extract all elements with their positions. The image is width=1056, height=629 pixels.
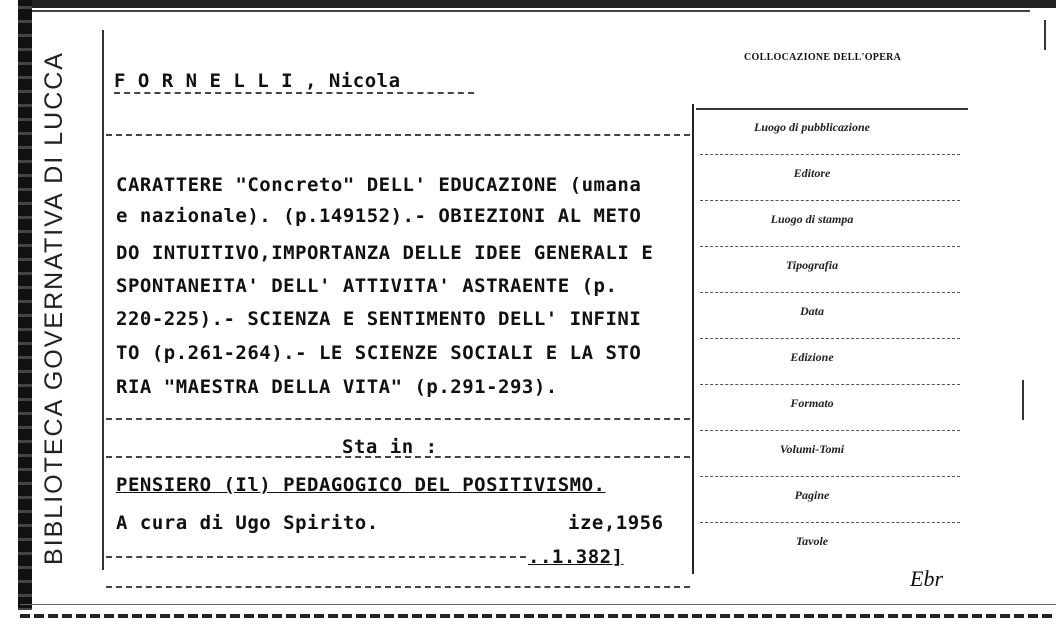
field-separator: [700, 522, 960, 523]
sta-in-label: Sta in :: [342, 436, 438, 458]
description-line-5: 220-225).- SCIENZA E SENTIMENTO DELL' INFINI: [116, 308, 642, 330]
field-separator: [700, 430, 960, 431]
field-luogo-pubblicazione: [692, 108, 972, 154]
field-luogo-stampa: [692, 200, 972, 246]
field-tavole: [692, 522, 972, 568]
field-label: Data: [800, 304, 824, 318]
source-title: PENSIERO (Il) PEDAGOGICO DEL POSITIVISMO.: [116, 474, 606, 496]
description-line-3: DO INTUITIVO,IMPORTANZA DELLE IDEE GENERALI E: [116, 242, 654, 264]
field-data: [692, 292, 972, 338]
field-label: Formato: [790, 396, 834, 410]
field-separator: [700, 200, 960, 201]
field-label: Edizione: [790, 350, 834, 364]
field-separator: [700, 246, 960, 247]
field-label: Luogo di stampa: [770, 212, 854, 226]
location-panel: [692, 104, 972, 574]
field-label: Pagine: [794, 488, 830, 502]
description-line-6: TO (p.261-264).- LE SCIENZE SOCIALI E LA STO: [116, 342, 642, 364]
separator-line: [106, 134, 690, 136]
separator-line: [106, 418, 690, 420]
field-edizione: [692, 338, 972, 384]
panel-title: COLLOCAZIONE DELL'OPERA: [744, 52, 902, 63]
library-stamp-text: BIBLIOTECA GOVERNATIVA DI LUCCA: [40, 51, 68, 565]
field-label: Volumi-Tomi: [779, 442, 845, 456]
field-tipografia: [692, 246, 972, 292]
field-label: Tipografia: [785, 258, 839, 272]
field-label: Editore: [793, 166, 831, 180]
top-edge: [30, 0, 1056, 8]
description-line-1: CARATTERE "Concreto" DELL' EDUCAZIONE (umana: [116, 174, 642, 196]
source-place-year: ize,1956: [568, 512, 664, 534]
separator-line: [106, 556, 526, 558]
margin-mark: [1022, 380, 1024, 420]
field-label: Luogo di pubblicazione: [753, 120, 870, 134]
margin-rule: [102, 30, 104, 570]
description-line-4: SPONTANEITA' DELL' ATTIVITA' ASTRAENTE (p.: [116, 275, 618, 297]
source-pages: ..1.382]: [528, 546, 624, 568]
library-stamp-strip: [18, 0, 80, 610]
field-editore: [692, 154, 972, 200]
bottom-edge-line: [20, 604, 1056, 605]
field-separator: [700, 384, 960, 385]
separator-line: [106, 456, 690, 458]
author-underline: [114, 92, 474, 94]
field-label: Tavole: [795, 534, 829, 548]
field-separator: [700, 154, 960, 155]
separator-line: [106, 586, 690, 588]
margin-mark: [1044, 20, 1046, 50]
field-formato: [692, 384, 972, 430]
field-separator: [700, 292, 960, 293]
description-line-7: RIA "MAESTRA DELLA VITA" (p.291-293).: [116, 376, 558, 398]
handwritten-signature: Ebr: [910, 566, 943, 591]
author-name: F O R N E L L I , Nicola: [114, 70, 401, 92]
description-line-2: e nazionale). (p.149152).- OBIEZIONI AL METO: [116, 205, 642, 227]
top-edge-line: [30, 10, 1030, 12]
stamp-bar: [18, 0, 32, 610]
field-volumi-tomi: [692, 430, 972, 476]
field-separator: [700, 338, 960, 339]
field-separator: [700, 476, 960, 477]
field-pagine: [692, 476, 972, 522]
bottom-edge: [20, 614, 1056, 618]
source-editor: A cura di Ugo Spirito.: [116, 512, 379, 534]
